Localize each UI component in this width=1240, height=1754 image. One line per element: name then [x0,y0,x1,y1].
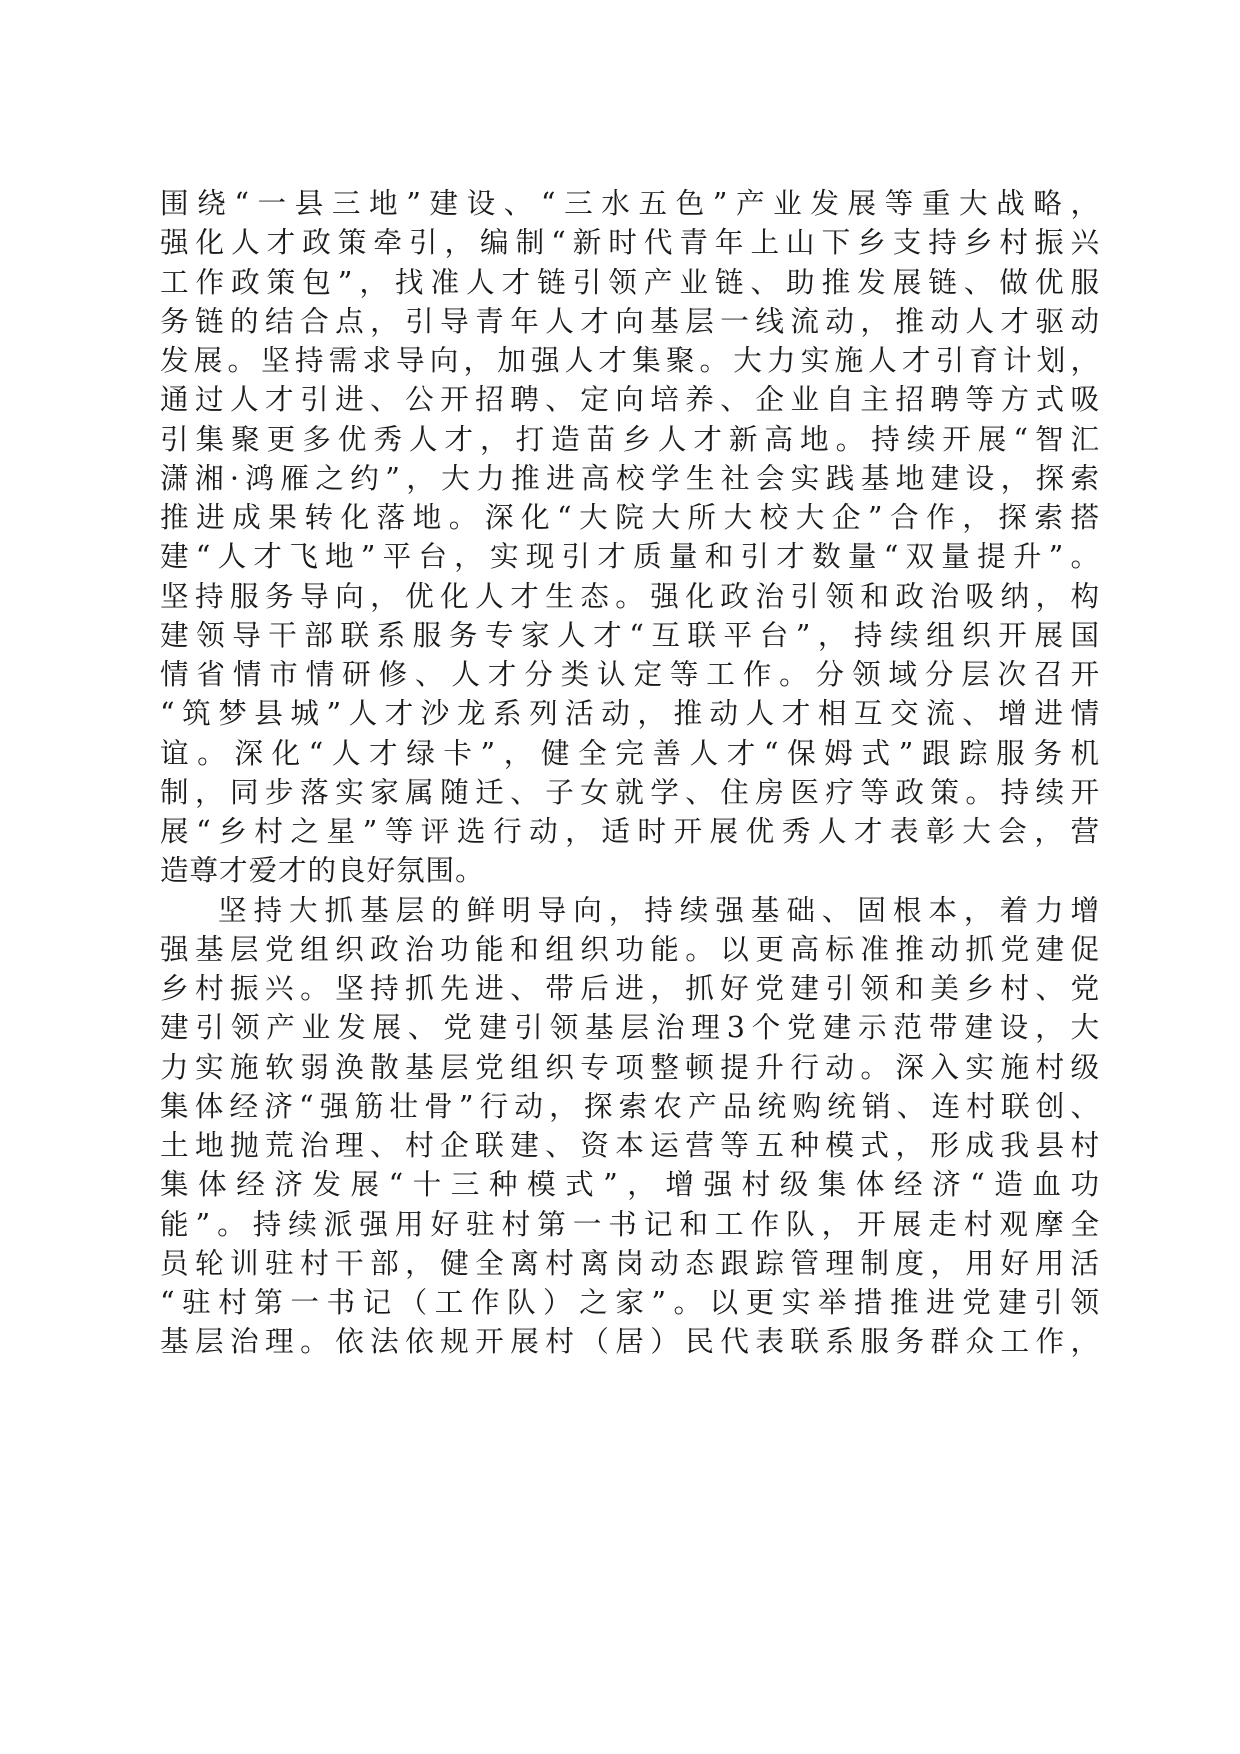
text-line: 潇湘·鸿雁之约”，大力推进高校学生社会实践基地建设，探索 [160,460,1100,495]
paragraph-talent [160,184,1100,891]
text-line: 乡村振兴。坚持抓先进、带后进，抓好党建引领和美乡村、党 [160,971,1100,1005]
text-line: “筑梦县城”人才沙龙系列活动，推动人才相互交流、增进情 [160,696,1100,731]
text-line: 基层治理。依法依规开展村（居）民代表联系服务群众工作， [160,1324,1100,1359]
text-line: 制，同步落实家属随迁、子女就学、住房医疗等政策。持续开 [160,774,1100,809]
text-line: 能”。持续派强用好驻村第一书记和工作队，开展走村观摩全 [160,1206,1100,1241]
text-line: 建“人才飞地”平台，实现引才质量和引才数量“双量提升”。 [160,539,1100,574]
text-line: 员轮训驻村干部，健全离村离岗动态跟踪管理制度，用好用活 [160,1245,1100,1280]
text-line: 集体经济“强筋壮骨”行动，探索农产品统购统销、连村联创、 [160,1088,1100,1123]
text-line: 集体经济发展“十三种模式”，增强村级集体经济“造血功 [160,1167,1100,1202]
text-line: “驻村第一书记（工作队）之家”。以更实举措推进党建引领 [160,1285,1100,1319]
text-line: 坚持服务导向，优化人才生态。强化政治引领和政治吸纳，构 [160,578,1100,613]
text-line: 发展。坚持需求导向，加强人才集聚。大力实施人才引育计划， [160,343,1100,377]
text-line: 力实施软弱涣散基层党组织专项整顿提升行动。深入实施村级 [160,1049,1100,1084]
text-line: 土地抛荒治理、村企联建、资本运营等五种模式，形成我县村 [160,1128,1100,1162]
text-line: 情省情市情研修、人才分类认定等工作。分领域分层次召开 [160,657,1100,691]
text-line: 建引领产业发展、党建引领基层治理3个党建示范带建设，大 [160,1010,1100,1045]
text-line: 建领导干部联系服务专家人才“互联平台”，持续组织开展国 [160,617,1100,652]
text-line: 谊。深化“人才绿卡”，健全完善人才“保姆式”跟踪服务机 [160,735,1100,770]
body-text [160,184,1100,1362]
text-line: 强化人才政策牵引，编制“新时代青年上山下乡支持乡村振兴 [160,225,1100,260]
text-line: 务链的结合点，引导青年人才向基层一线流动，推动人才驱动 [160,303,1100,338]
text-line: 强基层党组织政治功能和组织功能。以更高标准推动抓党建促 [160,931,1100,966]
text-line: 展“乡村之星”等评选行动，适时开展优秀人才表彰大会，营 [160,814,1100,848]
text-line: 造尊才爱才的良好氛围。 [160,853,485,888]
text-line: 引集聚更多优秀人才，打造苗乡人才新高地。持续开展“智汇 [160,421,1100,456]
text-line: 围绕“一县三地”建设、“三水五色”产业发展等重大战略， [160,186,1100,220]
paragraph-grassroots [160,891,1100,1362]
text-line: 工作政策包”，找准人才链引领产业链、助推发展链、做优服 [160,264,1100,299]
text-line: 推进成果转化落地。深化“大院大所大校大企”合作，探索搭 [160,500,1100,534]
text-line: 通过人才引进、公开招聘、定向培养、企业自主招聘等方式吸 [160,382,1100,417]
text-line: 坚持大抓基层的鲜明导向，持续强基础、固根本，着力增 [218,892,1100,927]
